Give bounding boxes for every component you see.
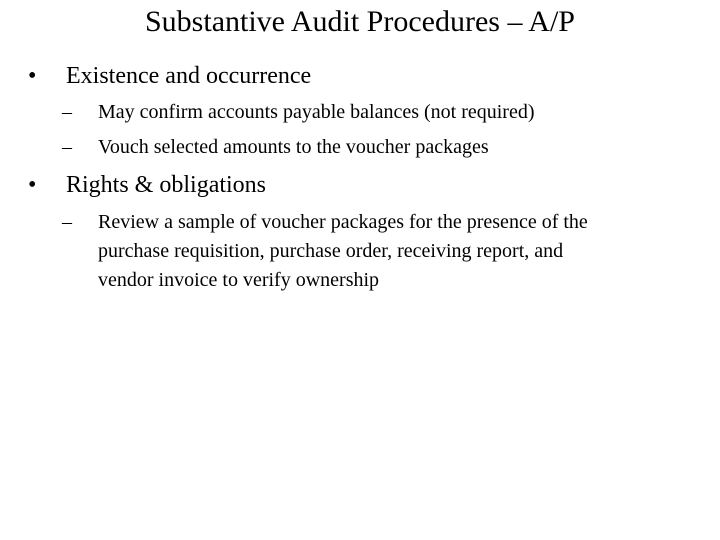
bullet-marker: •	[28, 172, 37, 198]
sub-bullet-text: May confirm accounts payable balances (not required)	[98, 101, 535, 123]
bullet-heading: Rights & obligations	[66, 172, 267, 198]
sub-bullet-line: purchase requisition, purchase order, receiving report, and	[98, 240, 564, 262]
bullet-marker: •	[28, 63, 37, 89]
slide-title: Substantive Audit Procedures – A/P	[145, 5, 575, 38]
sub-bullet-line: Review a sample of voucher packages for the presence of the	[98, 211, 588, 233]
sub-bullet-line: vendor invoice to verify ownership	[98, 269, 380, 291]
bullet-heading: Existence and occurrence	[66, 63, 312, 89]
sub-bullet-marker: –	[62, 211, 72, 233]
sub-bullet-marker: –	[62, 136, 72, 158]
sub-bullet-text: Vouch selected amounts to the voucher packages	[98, 136, 489, 158]
sub-bullet-marker: –	[62, 101, 72, 123]
sub-bullet-text	[98, 208, 698, 295]
